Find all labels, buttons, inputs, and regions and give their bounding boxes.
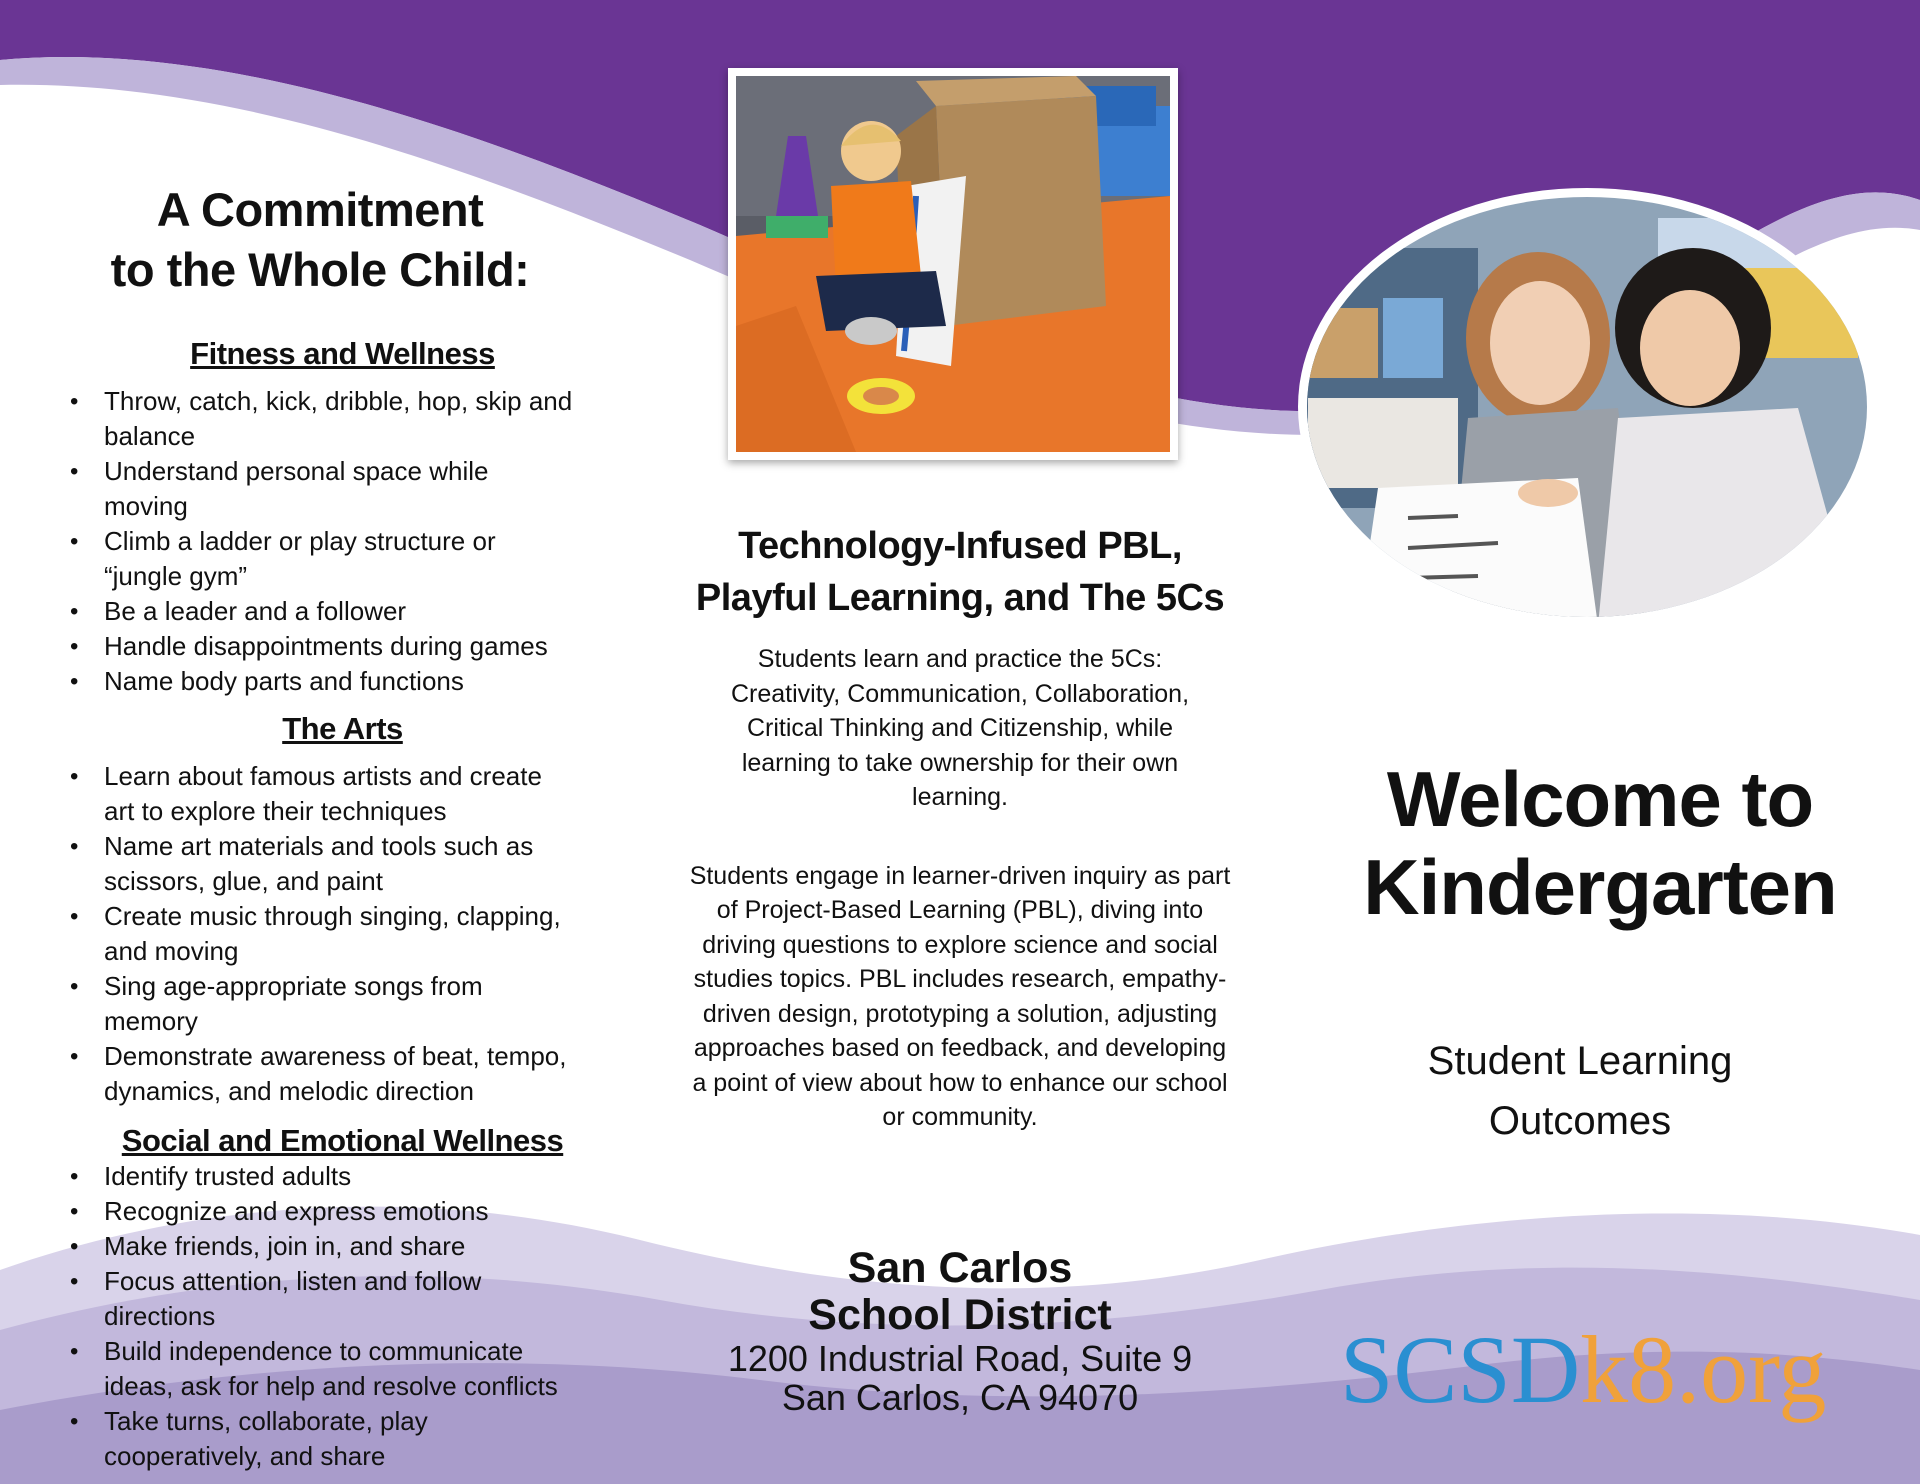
list-item: • Recognize and express emotions — [60, 1194, 580, 1229]
commitment-title — [60, 180, 580, 300]
paragraph-pbl: Students engage in learner-driven inquiry as part of Project-Based Learning (PBL), diving into driving questions to explore science and social studies topics. PBL includes research, empathy-driven design, prototyping a solution, adjusting approaches based on feedback, and developing a point of view about how to enhance our school or community. — [689, 861, 1231, 1131]
list-item: • Create music through singing, clapping, and moving — [60, 899, 580, 969]
logo-k8org: k8.org — [1580, 1316, 1827, 1423]
list-item: • Name body parts and functions — [60, 664, 580, 699]
district-name-line-2: School District — [808, 1291, 1112, 1339]
social-list — [60, 1159, 620, 1474]
list-item: • Climb a ladder or play structure or “jungle gym” — [60, 524, 580, 594]
photo-children-reading — [1298, 188, 1876, 626]
photo-child-building-box — [728, 68, 1178, 460]
middle-panel — [655, 520, 1265, 1135]
list-item: • Take turns, collaborate, play cooperatively, and share — [60, 1404, 580, 1474]
list-item: • Name art materials and tools such as scissors, glue, and paint — [60, 829, 580, 899]
list-item: • Focus attention, listen and follow directions — [60, 1264, 580, 1334]
pbl-heading — [655, 520, 1265, 624]
list-item: • Make friends, join in, and share — [60, 1229, 580, 1264]
photo-illustration — [736, 76, 1170, 452]
fitness-list — [60, 384, 620, 699]
left-panel — [60, 180, 620, 1474]
section-heading-arts: The Arts — [282, 711, 403, 746]
section-heading-social: Social and Emotional Wellness — [121, 1123, 564, 1158]
district-info — [655, 1245, 1265, 1417]
list-item: • Learn about famous artists and create art to explore their techniques — [60, 759, 580, 829]
subtitle-line-2: Outcomes — [1488, 1099, 1672, 1143]
welcome-line-2: Kindergarten — [1363, 843, 1837, 931]
title-line-1: A Commitment — [156, 183, 484, 236]
welcome-line-1: Welcome to — [1386, 755, 1814, 843]
list-item: • Build independence to communicate ideas, ask for help and resolve conflicts — [60, 1334, 580, 1404]
section-heading-fitness: Fitness and Wellness — [190, 336, 495, 371]
logo-scsd: SCSD — [1340, 1316, 1581, 1423]
list-item: • Demonstrate awareness of beat, tempo, dynamics, and melodic direction — [60, 1039, 580, 1109]
arts-list — [60, 759, 620, 1109]
welcome-title — [1290, 755, 1910, 931]
list-item: • Throw, catch, kick, dribble, hop, skip and balance — [60, 384, 580, 454]
pbl-heading-line-1: Technology-Infused PBL, — [738, 525, 1182, 567]
address-line-1: 1200 Industrial Road, Suite 9 — [727, 1338, 1193, 1379]
title-line-2: to the Whole Child: — [110, 243, 530, 296]
list-item: • Sing age-appropriate songs from memory — [60, 969, 580, 1039]
scsd-logo — [1340, 1316, 1880, 1423]
district-name-line-1: San Carlos — [847, 1244, 1073, 1292]
list-item: • Understand personal space while moving — [60, 454, 580, 524]
list-item: • Be a leader and a follower — [60, 594, 580, 629]
paragraph-5cs: Students learn and practice the 5Cs: Creativity, Communication, Collaboration, Critical Thinking and Citizenship, while learning to take ownership for their own learning. — [730, 645, 1190, 811]
outcomes-subtitle — [1290, 1031, 1910, 1151]
right-panel — [1290, 755, 1910, 1151]
list-item: • Handle disappointments during games — [60, 629, 580, 664]
subtitle-line-1: Student Learning — [1427, 1039, 1733, 1083]
list-item: • Identify trusted adults — [60, 1159, 580, 1194]
pbl-heading-line-2: Playful Learning, and The 5Cs — [695, 577, 1225, 619]
address-line-2: San Carlos, CA 94070 — [781, 1377, 1139, 1418]
